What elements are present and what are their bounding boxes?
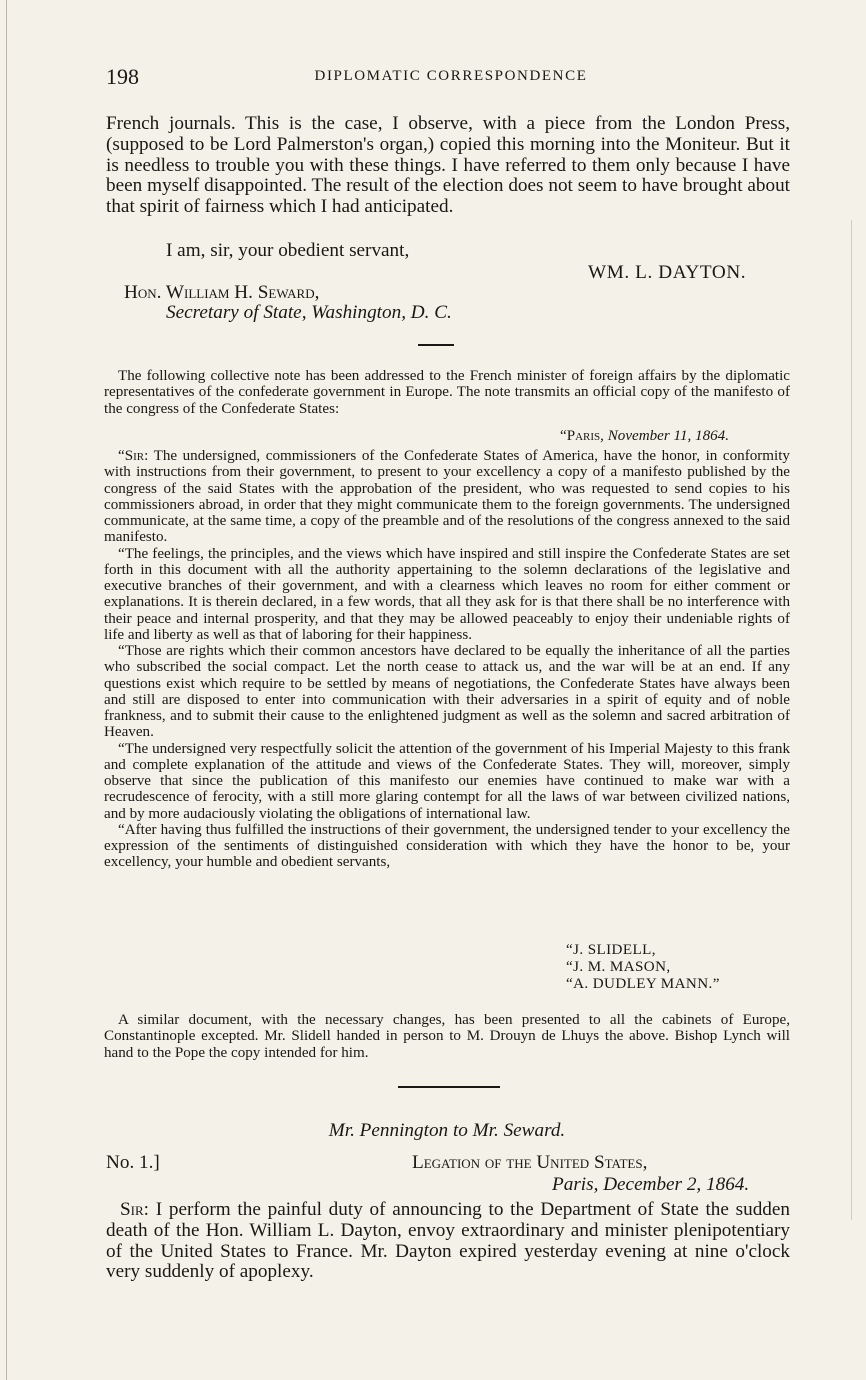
collective-note-letter <box>104 448 790 871</box>
pennington-letter-body <box>106 1200 790 1283</box>
page-edge-left <box>6 0 7 1380</box>
note-paragraph: “After having thus fulfilled the instructions of their government, the undersigned tender to your excellency the expression of the sentiments of distinguished consideration with which they have the honor to be, your excellency, your humble and obedient servants, <box>104 821 790 871</box>
signatory: “J. M. MASON, <box>566 959 671 975</box>
note-paragraph: “Those are rights which their common ancestors have declared to be equally the inheritance of all the parties who subscribed the social compact. Let the north cease to attack us, and the war will be at an end. If any questions exist which require to be settled by means of negotiations, the Confederate States have always been and still are disposed to enter into communication with their adversaries in a spirit of equity and of noble frankness, and to submit their cause to the enlightened judgment as well as the solemn and sacred arbitration of Heaven. <box>104 643 790 741</box>
dayton-signature: WM. L. DAYTON. <box>588 262 747 283</box>
pennington-body-text: I perform the painful duty of announcing to the Department of State the sudden death of the Hon. William L. Dayton, envoy extraordinary and minister plenipotentiary of the United States to France. Mr. Dayton expired yesterday evening at nine o'clock very suddenly of apoplexy. <box>106 1199 791 1283</box>
page-number: 198 <box>106 64 139 89</box>
note-paragraph: “The undersigned very respectfully solicit the attention of the government of his Imperial Majesty to this frank and complete explanation of the attitude and views of the Confederate States. They will, moreover, simply observe that since the publication of this manifesto our enemies have continued to make war with a recrudescence of ferocity, with a still more glaring contempt for all the laws of war between civilized nations, and by more audaciously violating the obligations of international law. <box>104 740 790 822</box>
section-divider <box>418 344 454 346</box>
note-salutation: “Sir: <box>118 448 149 464</box>
letter-number: No. 1.] <box>106 1152 160 1173</box>
running-title: DIPLOMATIC CORRESPONDENCE <box>314 68 588 84</box>
note-signatories <box>566 942 720 993</box>
letter-salutation: Sir: <box>120 1199 150 1220</box>
note-postscript: A similar document, with the necessary changes, has been presented to all the cabinets of Europe, Constantinople excepted. Mr. Slidell handed in person to M. Drouyn de Lhuys the above. Bishop Lynch will hand to the Pope the copy intended for him. <box>104 1012 790 1061</box>
letter-place-date <box>552 1174 749 1196</box>
note-paragraph <box>104 448 790 546</box>
legation-line: Legation of the United States, <box>412 1152 648 1173</box>
section-divider <box>398 1086 500 1088</box>
note-paragraph: “The feelings, the principles, and the views which have inspired and still inspire the Confederate States are set forth in this document with all the authority appertaining to the solemn declarations of the legislative and executive branches of their government, and with a clearness which leaves no room for either comment or explanations. It is therein declared, in a few words, that all they ask for is that there shall be no interference with their peace and internal prosperity, and that they may be allowed peaceably to enjoy their undeniable rights of life and liberty as well as that of laboring for their happiness. <box>104 545 790 643</box>
signatory: “J. SLIDELL, <box>566 942 656 958</box>
dayton-letter-body: French journals. This is the case, I observe, with a piece from the London Press, (supposed to be Lord Palmerston's organ,) copied this morning into the Moniteur. But it is needless to trouble you with these things. I have referred to them only because I have been myself disappointed. The result of the election does not seem to have brought about that spirit of fairness which I had anticipated. <box>106 113 790 218</box>
letter-heading: Mr. Pennington to Mr. Seward. <box>328 1120 566 1141</box>
dateline-date: November 11, 1864. <box>607 428 730 444</box>
page-header <box>106 64 796 92</box>
note-paragraph-text: The undersigned, commissioners of the Confederate States of America, have the honor, in conformity with instructions from their government, to present to your excellency a copy of a manifesto published by the congress of the said States with the approbation of the president, who was requested to send copies to his commissioners abroad, in order that they might communicate them to the foreign governments. The undersigned communicate, at the same time, a copy of the preamble and of the resolutions of the congress annexed to the said manifesto. <box>104 448 790 546</box>
signatory: “A. DUDLEY MANN.” <box>566 976 720 992</box>
page-edge-right <box>851 220 852 1220</box>
letter-place: Paris, <box>552 1174 599 1195</box>
note-dateline <box>560 428 729 445</box>
letter-date: December 2, 1864. <box>603 1174 750 1195</box>
dateline-place: “Paris, <box>560 428 604 444</box>
dayton-closing: I am, sir, your obedient servant, <box>166 240 410 261</box>
addressee-title: Secretary of State, Washington, D. C. <box>166 302 452 323</box>
addressee-name: Hon. William H. Seward, <box>124 282 320 303</box>
collective-note-intro: The following collective note has been addressed to the French minister of foreign affairs by the diplomatic representatives of the confederate government in Europe. The note transmits an official copy of the manifesto of the congress of the Confederate States: <box>104 368 790 417</box>
